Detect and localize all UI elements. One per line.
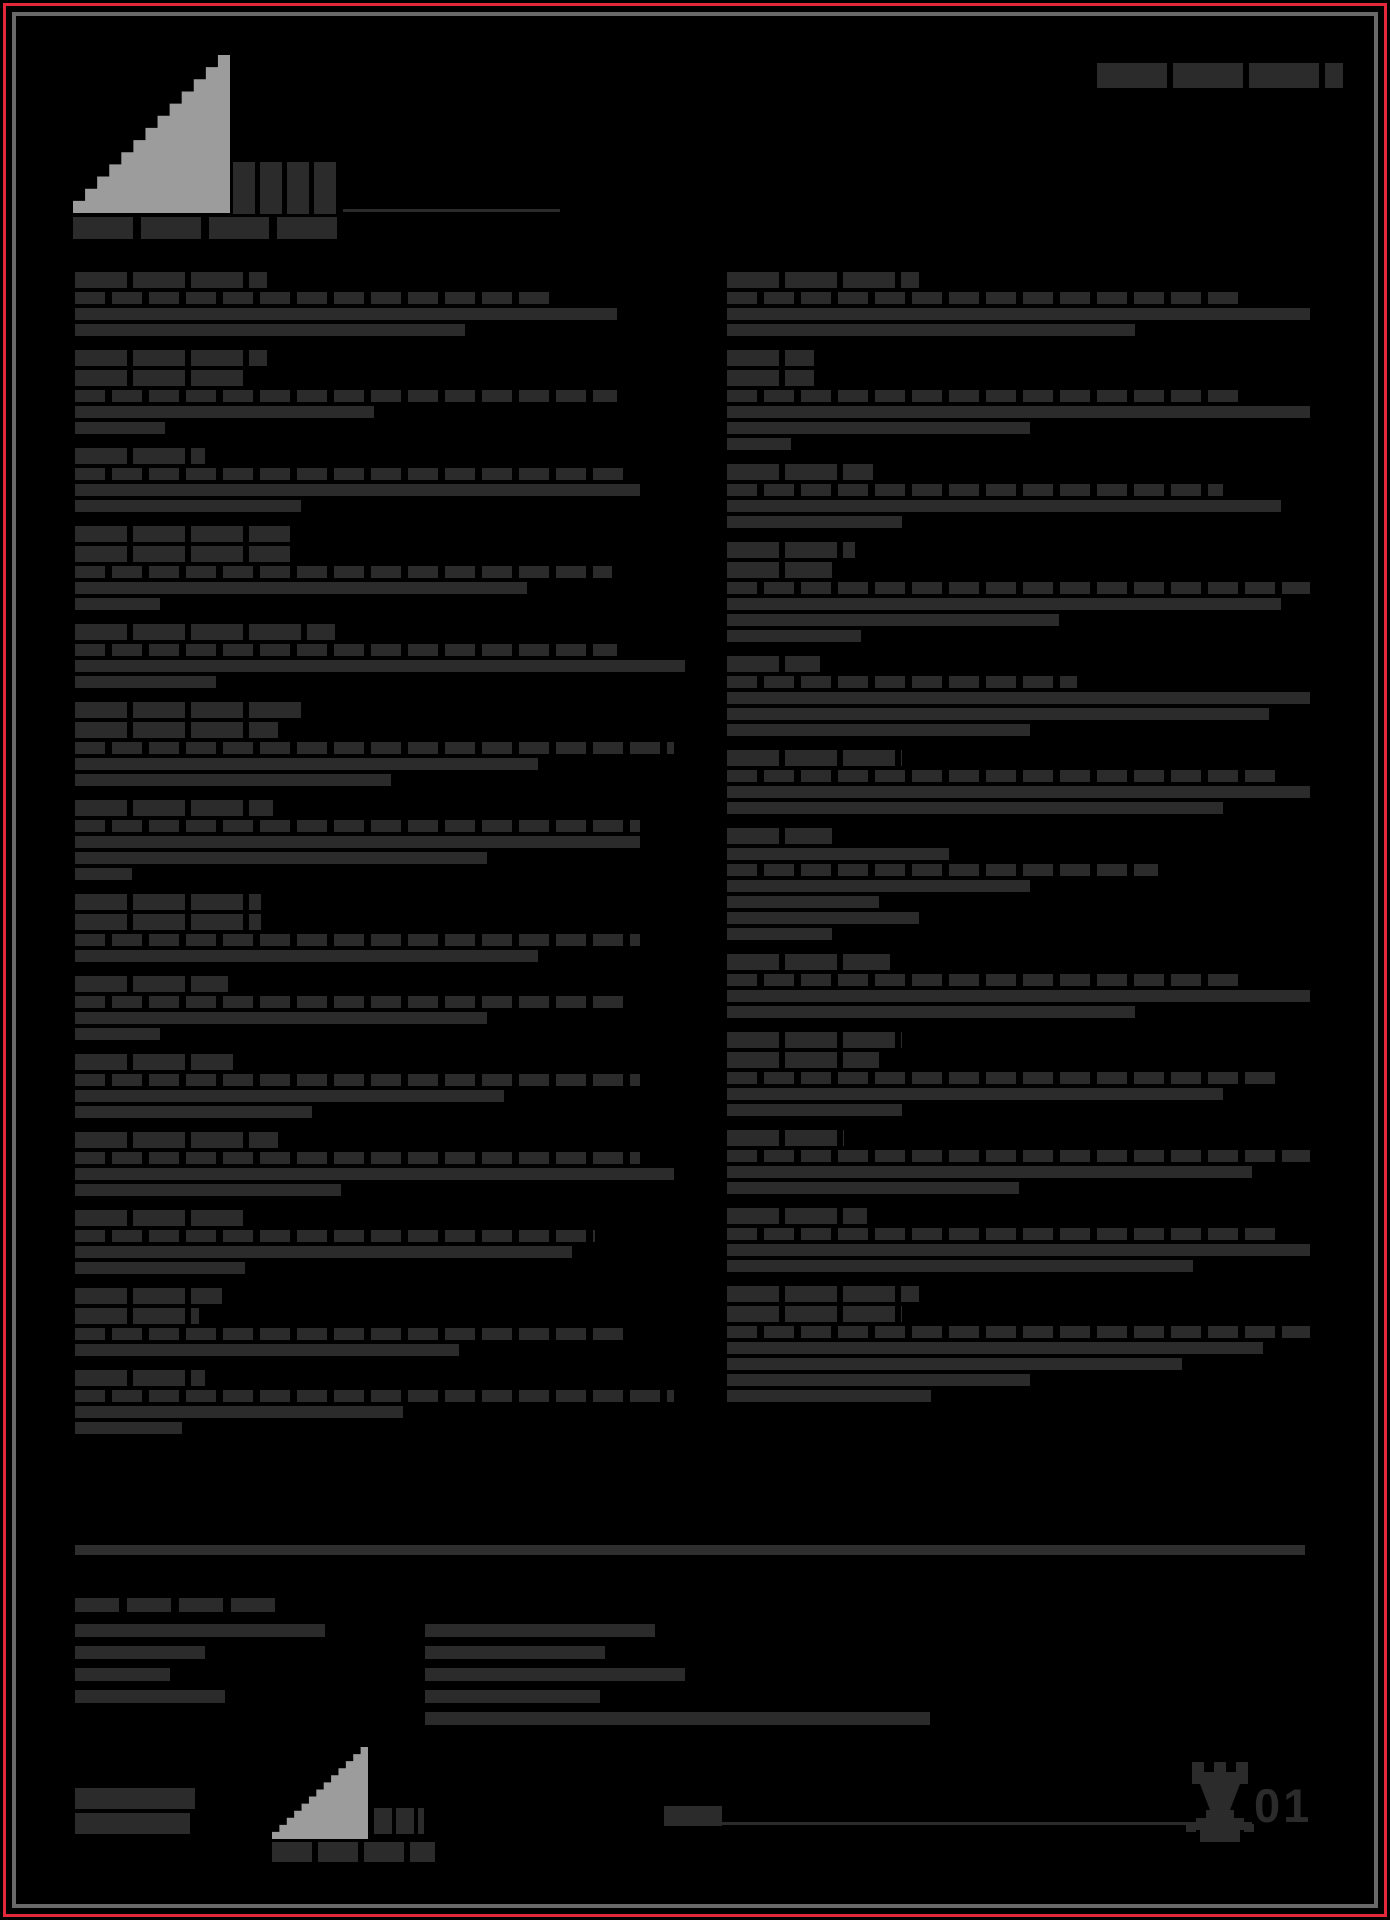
item-text-line-redacted [75,1152,640,1164]
item-heading-redacted [75,526,290,542]
menu-item-redacted [727,464,1310,528]
item-heading-redacted [75,800,273,816]
item-heading-redacted [727,562,832,578]
info-block [75,1598,1310,1730]
info-row [75,1708,1310,1730]
item-text-line-redacted [727,1104,902,1116]
menu-item-redacted [727,828,1310,940]
menu-item-redacted [727,750,1310,814]
item-text-line-redacted [727,708,1269,720]
item-text-line-redacted [727,848,949,860]
menu-item-redacted [75,976,640,1040]
menu-item-redacted [75,350,640,434]
item-text-line-redacted [727,1260,1193,1272]
signature-label-redacted [664,1806,722,1826]
item-text-line-redacted [727,1244,1310,1256]
item-heading-redacted [75,350,267,366]
item-text-line-redacted [727,1228,1281,1240]
item-text-line-redacted [75,1328,623,1340]
item-heading-redacted [727,1286,919,1302]
menu-item-redacted [727,656,1310,736]
item-text-line-redacted [727,676,1077,688]
menu-item-redacted [727,272,1310,336]
item-heading-redacted [75,976,228,992]
item-heading-redacted [75,272,267,288]
info-label-redacted [75,1624,325,1637]
item-heading-redacted [75,702,301,718]
item-heading-redacted [75,1288,222,1304]
info-value-redacted [425,1668,685,1681]
item-text-line-redacted [75,390,617,402]
logo-wordmark-redacted [233,162,341,214]
item-text-line-redacted [727,912,919,924]
info-heading-redacted [75,1598,275,1612]
item-text-line-redacted [727,786,1310,798]
item-text-line-redacted [75,1390,674,1402]
item-text-line-redacted [727,406,1310,418]
item-heading-redacted [75,722,278,738]
item-text-line-redacted [727,1342,1263,1354]
item-text-line-redacted [75,406,374,418]
item-text-line-redacted [75,676,216,688]
item-text-line-redacted [75,996,629,1008]
item-text-line-redacted [75,660,685,672]
item-heading-redacted [75,370,245,386]
item-text-line-redacted [727,516,902,528]
item-text-line-redacted [75,758,538,770]
item-text-line-redacted [75,1106,312,1118]
item-text-line-redacted [75,566,612,578]
menu-item-redacted [727,542,1310,642]
item-text-line-redacted [75,468,623,480]
menu-item-redacted [727,350,1310,450]
item-heading-redacted [727,1208,867,1224]
info-value-redacted [425,1712,930,1725]
letterhead-text-redacted [1097,63,1343,88]
item-text-line-redacted [727,614,1059,626]
info-label-redacted [75,1646,205,1659]
item-heading-redacted [727,1130,844,1146]
menu-item-redacted [727,1286,1310,1402]
logo-rule [343,209,560,212]
item-heading-redacted [727,464,873,480]
info-value-redacted [425,1690,600,1703]
item-text-line-redacted [727,1006,1135,1018]
item-heading-redacted [727,272,919,288]
footer-logo-wordmark-redacted [374,1808,424,1834]
item-heading-redacted [727,370,814,386]
item-text-line-redacted [75,324,465,336]
item-text-line-redacted [75,1074,640,1086]
footer-text-line-redacted [75,1788,195,1809]
info-row [75,1642,1310,1664]
item-text-line-redacted [75,742,674,754]
item-text-line-redacted [75,950,538,962]
menu-item-redacted [727,1208,1310,1272]
item-text-line-redacted [727,1358,1182,1370]
info-value-redacted [425,1646,605,1659]
item-text-line-redacted [727,292,1240,304]
item-heading-redacted [75,914,261,930]
item-text-line-redacted [75,644,617,656]
item-heading-redacted [75,546,290,562]
item-text-line-redacted [75,500,301,512]
item-text-line-redacted [75,484,640,496]
item-text-line-redacted [75,1246,572,1258]
info-value-redacted [425,1624,655,1637]
item-heading-redacted [727,954,890,970]
footer-text-line-redacted [75,1813,190,1834]
menu-item-redacted [75,526,640,610]
item-text-line-redacted [75,1344,459,1356]
menu-columns [75,272,1310,1542]
item-text-line-redacted [727,1326,1310,1338]
item-text-line-redacted [75,1012,487,1024]
menu-item-redacted [75,1132,640,1196]
item-text-line-redacted [75,852,487,864]
menu-item-redacted [75,448,640,512]
item-heading-redacted [75,1132,278,1148]
menu-item-redacted [75,800,640,880]
item-heading-redacted [75,1210,245,1226]
chess-rook-icon [1184,1760,1256,1844]
menu-item-redacted [75,1054,640,1118]
item-text-line-redacted [75,1168,674,1180]
item-text-line-redacted [75,868,132,880]
item-text-line-redacted [727,1374,1030,1386]
menu-item-redacted [75,272,640,336]
item-heading-redacted [75,1308,199,1324]
item-heading-redacted [727,1052,879,1068]
info-row [75,1620,1310,1642]
menu-item-redacted [727,954,1310,1018]
item-text-line-redacted [727,692,1310,704]
item-text-line-redacted [727,390,1240,402]
menu-item-redacted [75,1210,640,1274]
item-text-line-redacted [75,1184,341,1196]
item-text-line-redacted [727,1150,1310,1162]
menu-item-redacted [727,1130,1310,1194]
menu-item-redacted [75,894,640,962]
item-text-line-redacted [727,974,1240,986]
item-text-line-redacted [727,324,1135,336]
right-column [727,272,1310,1542]
item-text-line-redacted [727,582,1310,594]
item-text-line-redacted [75,1090,504,1102]
item-text-line-redacted [727,500,1281,512]
item-text-line-redacted [75,598,160,610]
item-text-line-redacted [75,308,617,320]
section-divider-rule [75,1545,1305,1555]
item-text-line-redacted [75,934,640,946]
item-text-line-redacted [75,422,165,434]
item-heading-redacted [727,750,902,766]
item-text-line-redacted [727,484,1223,496]
item-text-line-redacted [75,582,527,594]
signature-line [722,1822,1252,1825]
item-text-line-redacted [727,630,861,642]
item-text-line-redacted [727,308,1310,320]
item-heading-redacted [75,448,205,464]
menu-item-redacted [727,1032,1310,1116]
item-text-line-redacted [727,896,879,908]
item-heading-redacted [75,1370,205,1386]
info-row [75,1686,1310,1708]
item-heading-redacted [75,1054,233,1070]
menu-item-redacted [75,1370,640,1434]
item-text-line-redacted [75,820,640,832]
menu-item-redacted [75,1288,640,1356]
item-text-line-redacted [727,880,1030,892]
stepped-triangle-logo-icon [73,55,230,213]
item-text-line-redacted [75,1028,160,1040]
item-text-line-redacted [727,770,1281,782]
item-text-line-redacted [727,1390,931,1402]
info-label-redacted [75,1668,170,1681]
item-text-line-redacted [75,1262,245,1274]
item-text-line-redacted [727,598,1281,610]
item-text-line-redacted [727,802,1223,814]
page-number: 01 [1254,1779,1313,1832]
menu-item-redacted [75,702,640,786]
left-column [75,272,640,1542]
item-text-line-redacted [727,864,1158,876]
item-heading-redacted [727,350,814,366]
item-text-line-redacted [75,836,640,848]
item-heading-redacted [727,1306,902,1322]
footer-logo-subtitle-redacted [272,1842,435,1862]
item-text-line-redacted [727,724,1030,736]
item-text-line-redacted [75,1422,182,1434]
item-heading-redacted [75,894,261,910]
info-label-redacted [75,1690,225,1703]
item-text-line-redacted [727,1166,1252,1178]
item-text-line-redacted [727,422,1030,434]
item-text-line-redacted [727,1088,1223,1100]
item-text-line-redacted [75,1406,403,1418]
item-text-line-redacted [727,990,1310,1002]
item-heading-redacted [727,828,832,844]
info-table [75,1620,1310,1730]
item-text-line-redacted [75,292,550,304]
item-text-line-redacted [727,1072,1281,1084]
item-heading-redacted [75,624,335,640]
item-text-line-redacted [727,928,832,940]
menu-item-redacted [75,624,640,688]
item-text-line-redacted [727,438,791,450]
item-heading-redacted [727,542,855,558]
stepped-triangle-logo-small-icon [272,1747,368,1839]
item-text-line-redacted [75,774,391,786]
info-row [75,1664,1310,1686]
item-heading-redacted [727,1032,902,1048]
item-text-line-redacted [727,1182,1019,1194]
item-heading-redacted [727,656,820,672]
item-text-line-redacted [75,1230,595,1242]
logo-subtitle-redacted [73,217,343,239]
